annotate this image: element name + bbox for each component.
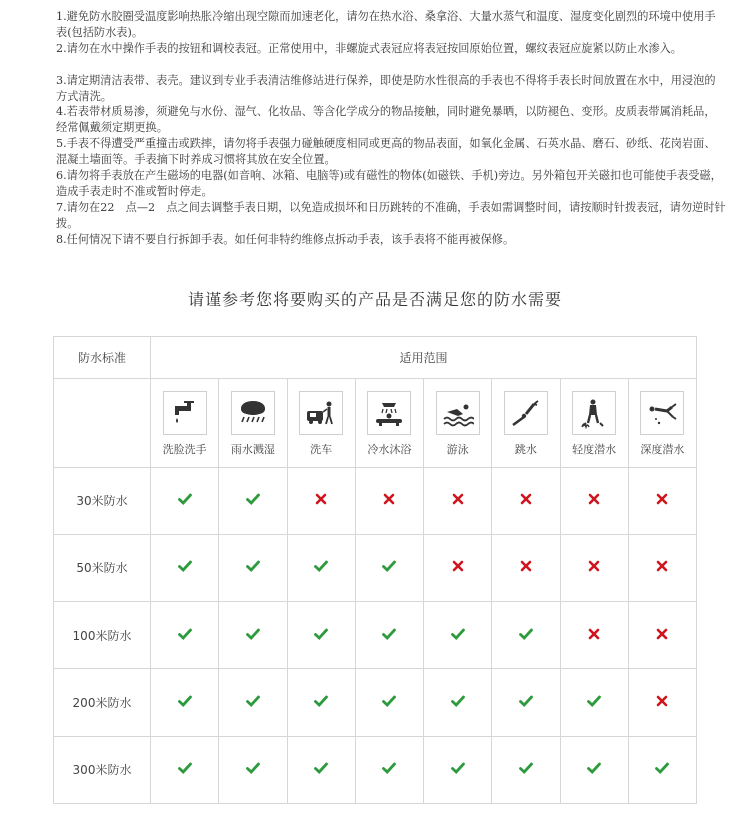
activity-row xyxy=(54,379,697,467)
mark-cell xyxy=(219,602,287,669)
mark-cell xyxy=(151,534,219,601)
rain-cloud-icon xyxy=(231,391,275,435)
check-icon xyxy=(178,627,192,641)
activity-label: 深度潜水 xyxy=(640,442,685,456)
mark-cell xyxy=(151,602,219,669)
swimming-icon xyxy=(436,391,480,435)
cross-icon xyxy=(382,492,396,506)
check-icon xyxy=(314,559,328,573)
activity-label: 洗车 xyxy=(310,442,333,456)
shower-icon xyxy=(367,391,411,435)
activity-cell xyxy=(151,379,219,467)
activity-label: 跳水 xyxy=(514,442,537,456)
mark-cell xyxy=(560,736,628,803)
mark-cell xyxy=(628,602,696,669)
activity-cell xyxy=(560,379,628,467)
mark-cell xyxy=(355,602,423,669)
rating-label: 200米防水 xyxy=(54,669,151,736)
rating-label: 30米防水 xyxy=(54,467,151,534)
activity-label: 游泳 xyxy=(446,442,469,456)
mark-cell xyxy=(424,736,492,803)
header-row xyxy=(54,337,697,379)
mark-cell xyxy=(560,669,628,736)
check-icon xyxy=(451,694,465,708)
mark-cell xyxy=(628,669,696,736)
deep-diver-icon xyxy=(640,391,684,435)
mark-cell xyxy=(560,534,628,601)
check-icon xyxy=(655,761,669,775)
activity-cell xyxy=(628,379,696,467)
empty-corner-cell xyxy=(54,379,151,467)
rating-label: 100米防水 xyxy=(54,602,151,669)
activity-label: 轻度潜水 xyxy=(572,442,617,456)
faucet-icon xyxy=(163,391,207,435)
rating-label: 50米防水 xyxy=(54,534,151,601)
check-icon xyxy=(519,627,533,641)
check-icon xyxy=(178,559,192,573)
check-icon xyxy=(246,492,260,506)
activity-cell xyxy=(424,379,492,467)
check-icon xyxy=(382,559,396,573)
activity-cell xyxy=(492,379,560,467)
mark-cell xyxy=(424,467,492,534)
mark-cell xyxy=(219,736,287,803)
mark-cell xyxy=(492,534,560,601)
cross-icon xyxy=(655,559,669,573)
check-icon xyxy=(382,761,396,775)
check-icon xyxy=(382,694,396,708)
mark-cell xyxy=(355,467,423,534)
activity-cell xyxy=(219,379,287,467)
mark-cell xyxy=(628,467,696,534)
note-7: 7.请勿在22 点—2 点之间去调整手表日期，以免造成损坏和日历跳转的不准确，手表如需调整时间，请按顺时针拨表冠，请勿逆时针拨。 xyxy=(56,201,726,230)
mark-cell xyxy=(219,534,287,601)
check-icon xyxy=(382,627,396,641)
check-icon xyxy=(314,761,328,775)
mark-cell xyxy=(355,534,423,601)
mark-cell xyxy=(492,467,560,534)
mark-cell xyxy=(287,736,355,803)
mark-cell xyxy=(492,736,560,803)
table-row xyxy=(54,534,697,601)
mark-cell xyxy=(287,669,355,736)
mark-cell xyxy=(219,669,287,736)
mark-cell xyxy=(355,736,423,803)
check-icon xyxy=(178,761,192,775)
check-icon xyxy=(451,627,465,641)
cross-icon xyxy=(655,694,669,708)
mark-cell xyxy=(628,736,696,803)
cross-icon xyxy=(314,492,328,506)
note-8: 8.任何情况下请不要自行拆卸手表。如任何非特约维修点拆动手表，该手表将不能再被保修。 xyxy=(56,233,515,246)
mark-cell xyxy=(560,602,628,669)
check-icon xyxy=(246,694,260,708)
check-icon xyxy=(451,761,465,775)
mark-cell xyxy=(560,467,628,534)
activity-label: 雨水溅湿 xyxy=(230,442,275,456)
cross-icon xyxy=(519,559,533,573)
check-icon xyxy=(519,761,533,775)
check-icon xyxy=(519,694,533,708)
check-icon xyxy=(587,694,601,708)
note-2: 2.请勿在水中操作手表的按钮和调校表冠。正常使用中，非螺旋式表冠应将表冠按回原始位置，螺纹表冠应旋紧以防止水渗入。 xyxy=(56,42,682,55)
mark-cell xyxy=(151,467,219,534)
mark-cell xyxy=(628,534,696,601)
mark-cell xyxy=(287,534,355,601)
cross-icon xyxy=(451,492,465,506)
check-icon xyxy=(587,761,601,775)
standard-header: 防水标准 xyxy=(54,337,151,379)
table-row xyxy=(54,467,697,534)
table-row xyxy=(54,736,697,803)
activity-cell xyxy=(287,379,355,467)
water-resistance-table xyxy=(53,336,697,804)
note-1: 1.避免防水胶圈受温度影响热胀冷缩出现空隙而加速老化，请勿在热水浴、桑拿浴、大量水蒸气和温度、湿度变化剧烈的环境中使用手表(包括防水表)。 xyxy=(56,10,716,39)
diving-board-icon xyxy=(504,391,548,435)
mark-cell xyxy=(492,602,560,669)
check-icon xyxy=(246,559,260,573)
check-icon xyxy=(314,627,328,641)
mark-cell xyxy=(287,602,355,669)
check-icon xyxy=(178,492,192,506)
note-6: 6.请勿将手表放在产生磁场的电器(如音响、冰箱、电脑等)或有磁性的物体(如磁铁、手机)旁边。另外箱包开关磁扣也可能使手表受磁，造成手表走时不准或暂时停走。 xyxy=(56,169,722,198)
activity-label: 洗脸洗手 xyxy=(162,442,207,456)
mark-cell xyxy=(424,669,492,736)
cross-icon xyxy=(587,559,601,573)
check-icon xyxy=(246,627,260,641)
scuba-diver-icon xyxy=(572,391,616,435)
mark-cell xyxy=(287,467,355,534)
check-icon xyxy=(178,694,192,708)
section-title: 请谨参考您将要购买的产品是否满足您的防水需要 xyxy=(187,290,562,309)
mark-cell xyxy=(219,467,287,534)
scope-header: 适用范围 xyxy=(151,337,697,379)
activity-cell xyxy=(355,379,423,467)
mark-cell xyxy=(492,669,560,736)
table-row xyxy=(54,669,697,736)
table-row xyxy=(54,602,697,669)
note-5: 5.手表不得遭受严重撞击或跌摔，请勿将手表强力碰触硬度相同或更高的物品表面，如氧化金属、石英水晶、磨石、砂纸、花岗岩面、混凝土墙面等。手表摘下时养成习惯将其放在安全位置。 xyxy=(56,137,716,166)
check-icon xyxy=(314,694,328,708)
mark-cell xyxy=(424,534,492,601)
cross-icon xyxy=(655,627,669,641)
cross-icon xyxy=(655,492,669,506)
mark-cell xyxy=(151,736,219,803)
car-wash-icon xyxy=(299,391,343,435)
cross-icon xyxy=(587,492,601,506)
activity-label: 冷水沐浴 xyxy=(367,442,412,456)
cross-icon xyxy=(519,492,533,506)
cross-icon xyxy=(451,559,465,573)
check-icon xyxy=(246,761,260,775)
note-4: 4.若表带材质易渗，须避免与水份、湿气、化妆品、等含化学成分的物品接触，同时避免暴晒，以防褪色、变形。皮质表带属消耗品，经常佩戴须定期更换。 xyxy=(56,105,716,134)
rating-label: 300米防水 xyxy=(54,736,151,803)
note-3: 3.请定期清洁表带、表壳。建议到专业手表清洁维修站进行保养，即使是防水性很高的手表也不得将手表长时间放置在水中，用浸泡的方式清洗。 xyxy=(56,74,716,103)
mark-cell xyxy=(424,602,492,669)
mark-cell xyxy=(151,669,219,736)
care-notes xyxy=(0,0,750,260)
cross-icon xyxy=(587,627,601,641)
mark-cell xyxy=(355,669,423,736)
